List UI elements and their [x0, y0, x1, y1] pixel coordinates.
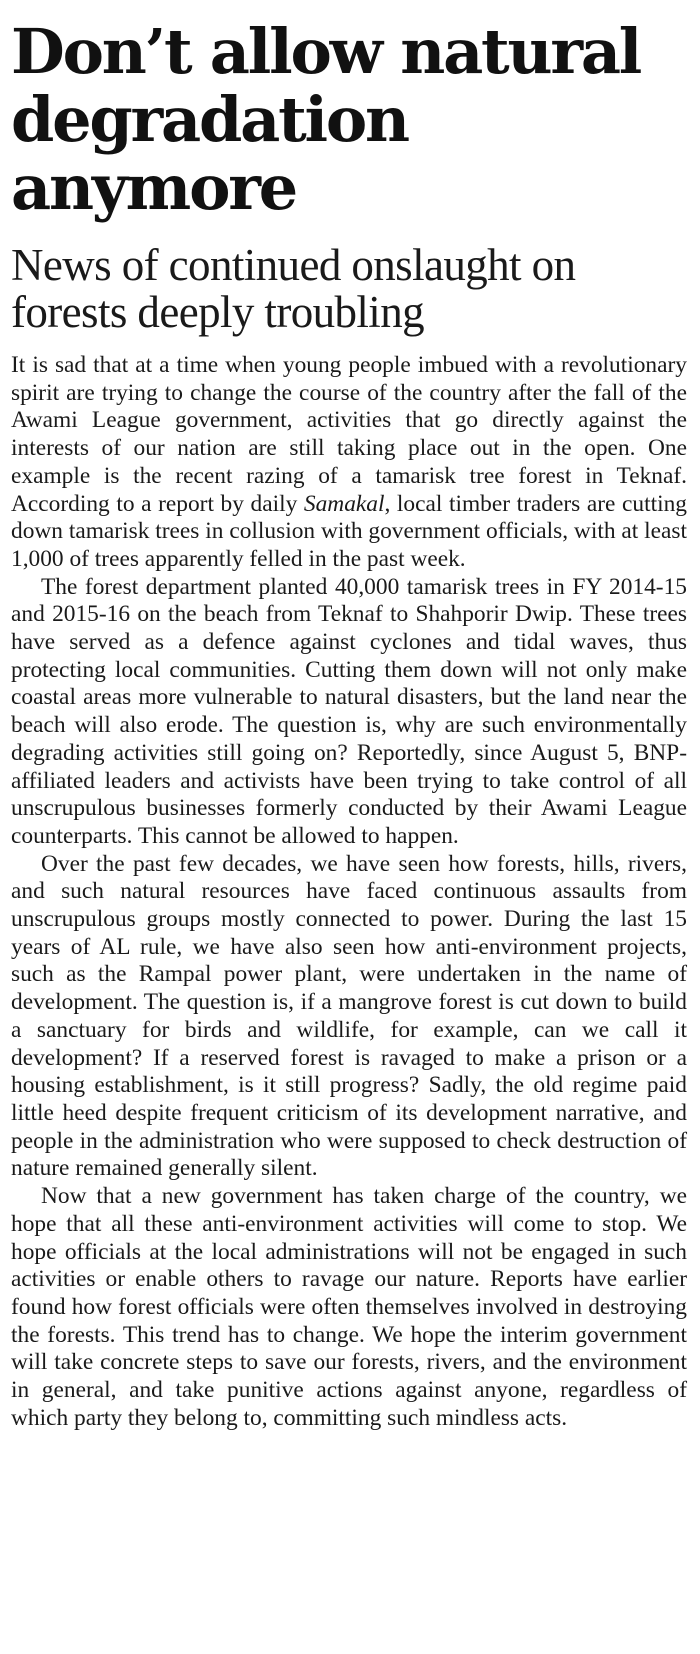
paragraph-1-text-after: , local timber traders are cutting down tamarisk trees in collusion with government officials, with at least 1,000 of trees apparently felled in the past week.: [11, 490, 687, 572]
paragraph-2: The forest department planted 40,000 tamarisk trees in FY 2014-15 and 2015-16 on the beach from Teknaf to Shahporir Dwip. These trees have served as a defence against cyclones and tidal waves, thus protecting local communities. Cutting them down will not only make coastal areas more vulnerable to natural disasters, but the land near the beach will also erode. The question is, why are such environmentally degrading activities still going on? Reportedly, since August 5, BNP-affiliated leaders and activists have been trying to take control of all unscrupulous businesses formerly conducted by their Awami League counterparts. This cannot be allowed to happen.: [11, 573, 687, 849]
paragraph-4: Now that a new government has taken charge of the country, we hope that all these anti-environment activities will come to stop. We hope officials at the local administrations will not be engaged in such activities or enable others to ravage our nature. Reports have earlier found how forest officials were often themselves involved in destroying the forests. This trend has to change. We hope the interim government will take concrete steps to save our forests, rivers, and the environment in general, and take punitive actions against anyone, regardless of which party they belong to, committing such mindless acts.: [11, 1183, 687, 1431]
headline: Don’t allow natural degradation anymore: [11, 15, 641, 224]
subheadline: News of continued onslaught on forests deeply troubling: [11, 240, 576, 337]
paragraph-3: Over the past few decades, we have seen how forests, hills, rivers, and such natural resources have faced continuous assaults from unscrupulous groups mostly connected to power. During the last 15 years of AL rule, we have also seen how anti-environment projects, such as the Rampal power plant, were undertaken in the name of development. The question is, if a mangrove forest is cut down to build a sanctuary for birds and wildlife, for example, can we call it development? If a reserved forest is ravaged to make a prison or a housing establishment, is it still progress? Sadly, the old regime paid little heed despite frequent criticism of its development narrative, and people in the administration who were supposed to check destruction of nature remained generally silent.: [11, 850, 687, 1182]
paragraph-1-text-before: It is sad that at a time when young people imbued with a revolutionary spirit are trying to change the course of the country after the fall of the Awami League government, activities that go directly against the interests of our nation are still taking place out in the open. One example is the recent razing of a tamarisk tree forest in Teknaf. According to a report by daily: [11, 352, 687, 517]
paragraph-1: [11, 352, 687, 574]
article-body: [11, 352, 687, 1432]
newspaper-name: Samakal: [303, 490, 385, 517]
